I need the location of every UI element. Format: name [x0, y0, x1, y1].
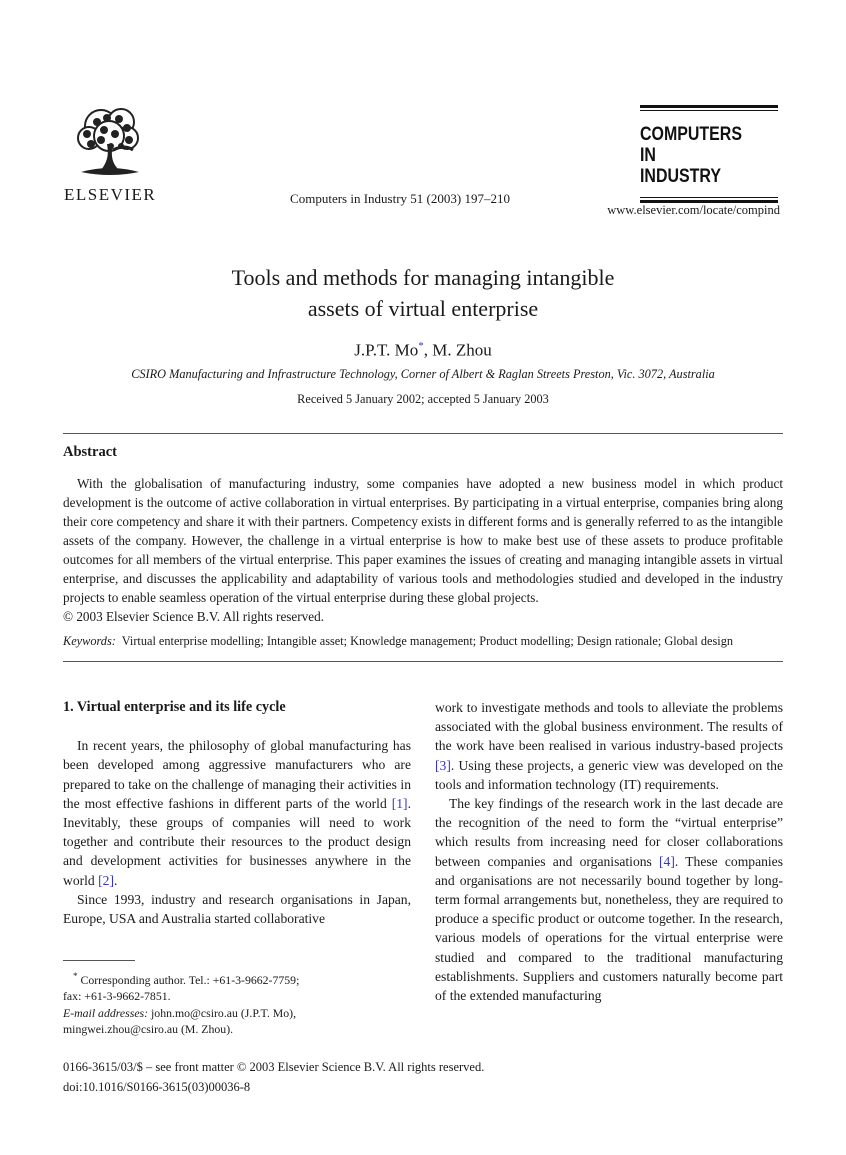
- abstract-heading: Abstract: [63, 444, 117, 460]
- corresponding-author-asterisk-link[interactable]: *: [418, 340, 424, 352]
- paper-title-line2: assets of virtual enterprise: [307, 296, 539, 321]
- left-paragraph-1: [63, 736, 411, 890]
- journal-website-url: www.elsevier.com/locate/compind: [607, 203, 780, 217]
- left-p1-text-a: In recent years, the philosophy of global manufacturing has been developed among aggressive manufacturers who are prepared to take on the challenge of managing their activities in the most effective fashions in different parts of the world: [63, 738, 411, 811]
- right-column: [435, 698, 783, 1005]
- right-p1-text-b: . Using these projects, a generic view was developed on the tools and information technology (IT) requirements.: [435, 757, 783, 792]
- keywords-text: Virtual enterprise modelling; Intangible asset; Knowledge management; Product modelling; Design rationale; Global design: [121, 634, 733, 648]
- masthead-title-line2: INDUSTRY: [640, 166, 721, 187]
- author-list: [0, 340, 846, 361]
- abstract-body: [63, 474, 783, 626]
- right-p1-text-a: work to investigate methods and tools to alleviate the problems associated with the global business environment. The results of the work have been realised in various industry-based projects: [435, 700, 783, 754]
- email-address-2[interactable]: mingwei.zhou@csiro.au (M. Zhou).: [63, 1022, 234, 1037]
- footnote-emails-1: [63, 1005, 411, 1022]
- elsevier-logo: [64, 104, 156, 208]
- footnote-line-1: [63, 968, 411, 988]
- left-column: [63, 698, 411, 928]
- journal-masthead: [640, 105, 778, 203]
- journal-citation: Computers in Industry 51 (2003) 197–210: [290, 191, 510, 206]
- citation-ref-4[interactable]: [4]: [659, 853, 675, 869]
- footnote-tel: Corresponding author. Tel.: +61-3-9662-7759;: [77, 972, 300, 987]
- citation-ref-1[interactable]: [1]: [391, 795, 408, 811]
- corresponding-author-footnote: [63, 960, 411, 1038]
- email-address-1[interactable]: john.mo@csiro.au (J.P.T. Mo),: [148, 1005, 297, 1020]
- left-p1-text-c: .: [113, 872, 118, 888]
- footnote-emails-2: [63, 1021, 411, 1038]
- citation-ref-2[interactable]: [2]: [98, 872, 114, 888]
- issn-copyright-line: 0166-3615/03/$ – see front matter © 2003 Elsevier Science B.V. All rights reserved.: [63, 1060, 485, 1074]
- left-p1-text-b: . Inevitably, these groups of companies will need to work together and contribute their resources to the product design and development activities for businesses anywhere in the world: [63, 795, 411, 888]
- right-paragraph-1: [435, 698, 783, 794]
- right-p2-text-a: The key findings of the research work in the last decade are the recognition of the need to form the “virtual enterprise” which results from increasing need for closer collaborations between companies and organisations: [435, 796, 783, 869]
- keywords-bottom-rule: [63, 661, 783, 662]
- footnote-line-2: fax: +61-3-9662-7851.: [63, 989, 171, 1004]
- affiliation: CSIRO Manufacturing and Infrastructure Technology, Corner of Albert & Raglan Streets Preston, Vic. 3072, Australia: [131, 367, 715, 381]
- elsevier-wordmark: ELSEVIER: [64, 185, 157, 204]
- left-paragraph-2: Since 1993, industry and research organisations in Japan, Europe, USA and Australia started collaborative: [63, 891, 411, 927]
- article-footer: [63, 1057, 783, 1097]
- author-1: J.P.T. Mo: [354, 340, 419, 360]
- elsevier-tree-icon: [71, 104, 149, 184]
- section-1-heading: 1. Virtual enterprise and its life cycle: [63, 699, 286, 715]
- footnote-rule: [63, 960, 135, 961]
- masthead-title: [640, 124, 756, 187]
- abstract-text: With the globalisation of manufacturing industry, some companies have adopted a new business model in which product development is the outcome of active collaboration in virtual enterprises. By participating in a virtual enterprise, companies bring along their core competency and share it with their partners. Competency exists in different forms and is generally referred to as the intangible assets of the company. However, the challenge in a virtual enterprise is how to make best use of these assets to produce profitable outcomes for all members of the virtual enterprise. This paper examines the issues of creating and managing intangible assets in virtual enterprise, and discusses the applicability and adaptability of various tools and methodologies studied and developed in the industry projects to enable seamless operation of the virtual enterprise during these global projects.: [63, 476, 783, 605]
- author-2: , M. Zhou: [423, 340, 492, 360]
- right-paragraph-2: [435, 794, 783, 1005]
- masthead-title-line1: COMPUTERS IN: [640, 124, 742, 166]
- abstract-top-rule: [63, 433, 783, 434]
- abstract-copyright: © 2003 Elsevier Science B.V. All rights reserved.: [63, 609, 325, 624]
- received-dates: Received 5 January 2002; accepted 5 January 2003: [297, 392, 549, 406]
- right-p2-text-b: . These companies and organisations are not necessarily bound together by long-term formal arrangements but, nonetheless, they are required to produce a specific product or outcome together. In the research, various models of operations for the virtual enterprise were studied and compared to the traditional manufacturing establishments. Suppliers and customers naturally become part of the extended manufacturing: [435, 853, 783, 1004]
- keywords-line: [63, 634, 783, 649]
- paper-title-line1: Tools and methods for managing intangible: [231, 265, 615, 290]
- doi-line: doi:10.1016/S0166-3615(03)00036-8: [63, 1080, 251, 1094]
- email-addresses-label: E-mail addresses:: [63, 1005, 149, 1020]
- keywords-label: Keywords:: [63, 634, 116, 648]
- masthead-top-rule: [640, 105, 778, 111]
- citation-ref-3[interactable]: [3]: [435, 757, 451, 773]
- footnote-asterisk: *: [73, 971, 78, 981]
- paper-title: [0, 262, 846, 324]
